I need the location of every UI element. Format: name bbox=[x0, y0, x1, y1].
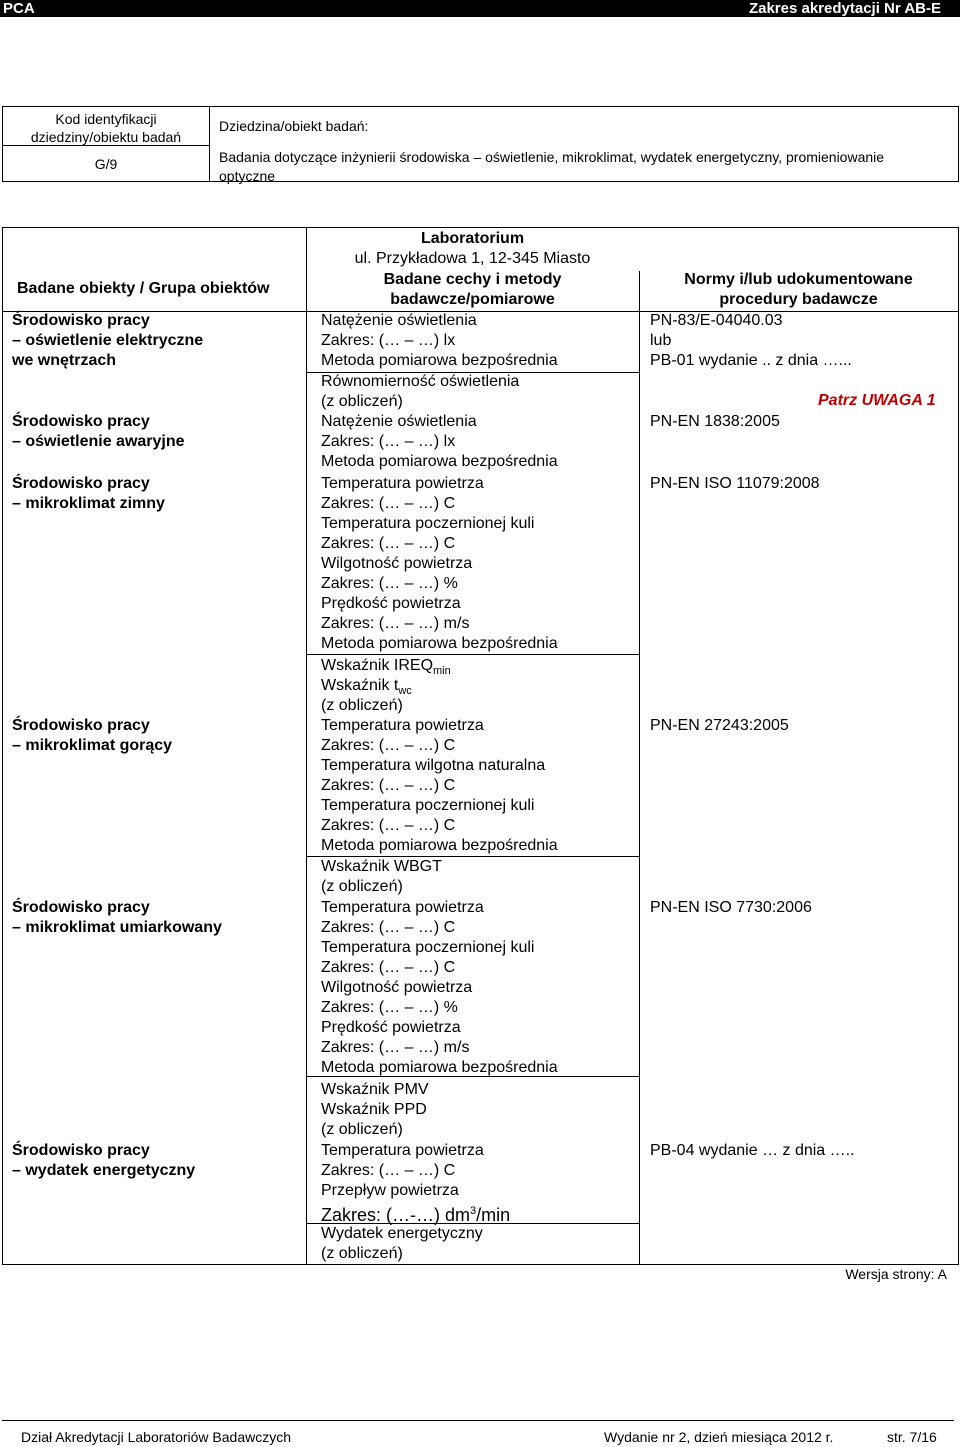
method-line: Prędkość powietrza bbox=[321, 1019, 461, 1036]
object-line: – wydatek energetyczny bbox=[12, 1162, 196, 1179]
norm-line: PN-EN ISO 11079:2008 bbox=[650, 475, 820, 492]
column-header-norms: procedury badawcze bbox=[719, 291, 878, 308]
method-line: Temperatura powietrza bbox=[321, 717, 484, 734]
norm-line: lub bbox=[650, 332, 672, 349]
method-line: Zakres: (… – …) C bbox=[321, 737, 456, 754]
method-line: Temperatura wilgotna naturalna bbox=[321, 757, 546, 774]
method-line: Metoda pomiarowa bezpośrednia bbox=[321, 1059, 558, 1076]
method-line: Zakres: (… – …) C bbox=[321, 495, 456, 512]
method-line: Wskaźnik WBGT bbox=[321, 858, 442, 875]
method-line: Natężenie oświetlenia bbox=[321, 312, 477, 329]
method-line: Temperatura powietrza bbox=[321, 475, 484, 492]
method-line: Zakres: (… – …) C bbox=[321, 817, 456, 834]
method-line: Zakres: (… – …) C bbox=[321, 535, 456, 552]
domain-description: Badania dotyczące inżynierii środowiska – oświetlenie, mikroklimat, wydatek energetyczny, promieniowanie optyczne bbox=[219, 149, 885, 184]
column-header-methods: badawcze/pomiarowe bbox=[390, 291, 555, 308]
method-line: Prędkość powietrza bbox=[321, 595, 461, 612]
divider bbox=[3, 145, 209, 146]
index-name: Wskaźnik t bbox=[321, 677, 399, 694]
method-line: (z obliczeń) bbox=[321, 1245, 403, 1262]
object-line: – oświetlenie awaryjne bbox=[12, 433, 185, 450]
object-line: Środowisko pracy bbox=[12, 899, 150, 916]
index-subscript: min bbox=[433, 665, 451, 678]
code-value: G/9 bbox=[94, 156, 118, 172]
method-line: Temperatura poczernionej kuli bbox=[321, 939, 535, 956]
object-line: Środowisko pracy bbox=[12, 1142, 150, 1159]
norm-line: PN-EN 27243:2005 bbox=[650, 717, 789, 734]
method-line: (z obliczeń) bbox=[321, 1121, 403, 1138]
method-line: Temperatura powietrza bbox=[321, 1142, 484, 1159]
method-line: Zakres: (… – …) % bbox=[321, 575, 458, 592]
header-right: Zakres akredytacji Nr AB-E bbox=[748, 0, 941, 17]
divider bbox=[306, 228, 307, 1264]
method-line: Zakres: (… – …) lx bbox=[321, 332, 456, 349]
footer-page-number: str. 7/16 bbox=[887, 1429, 937, 1445]
domain-table bbox=[2, 106, 959, 182]
norm-line: PN-EN 1838:2005 bbox=[650, 413, 780, 430]
scope-table bbox=[2, 227, 959, 1265]
domain-label: Dziedzina/obiekt badań: bbox=[219, 118, 369, 134]
divider bbox=[306, 654, 640, 655]
method-line: Wskaźnik PMV bbox=[321, 1081, 429, 1098]
method-line: (z obliczeń) bbox=[321, 697, 403, 714]
method-line: Zakres: (… – …) lx bbox=[321, 433, 456, 450]
method-line: Wskaźnik PPD bbox=[321, 1101, 427, 1118]
method-line: Zakres: (… – …) m/s bbox=[321, 1039, 470, 1056]
column-header-methods: Badane cechy i metody bbox=[383, 271, 562, 288]
method-line: Równomierność oświetlenia bbox=[321, 373, 520, 390]
range-text: Zakres: (…-…) dm bbox=[321, 1205, 471, 1225]
method-line: Przepływ powietrza bbox=[321, 1182, 459, 1199]
method-line: Metoda pomiarowa bezpośrednia bbox=[321, 837, 558, 854]
lab-address: ul. Przykładowa 1, 12-345 Miasto bbox=[354, 250, 591, 267]
norm-line: PB-04 wydanie … z dnia ….. bbox=[650, 1142, 855, 1159]
column-header-objects: Badane obiekty / Grupa obiektów bbox=[17, 280, 270, 297]
note-reference: Patrz UWAGA 1 bbox=[818, 392, 936, 409]
footer-left: Dział Akredytacji Laboratoriów Badawczych bbox=[21, 1429, 292, 1445]
method-line: (z obliczeń) bbox=[321, 878, 403, 895]
code-label: Kod identyfikacji dziedziny/obiektu badań bbox=[30, 111, 182, 145]
footer-middle: Wydanie nr 2, dzień miesiąca 2012 r. bbox=[604, 1429, 834, 1445]
method-line: Zakres: (… – …) C bbox=[321, 1162, 456, 1179]
footer-divider bbox=[2, 1420, 954, 1421]
object-line: Środowisko pracy bbox=[12, 475, 150, 492]
method-line: Zakres: (… – …) % bbox=[321, 999, 458, 1016]
range-superscript: 3 bbox=[470, 1205, 477, 1217]
method-line bbox=[321, 1201, 510, 1225]
object-line: we wnętrzach bbox=[12, 352, 117, 369]
object-line: Środowisko pracy bbox=[12, 717, 150, 734]
code-cell bbox=[3, 107, 210, 181]
method-line: Metoda pomiarowa bezpośrednia bbox=[321, 352, 558, 369]
page-version: Wersja strony: A bbox=[845, 1266, 947, 1282]
method-line: Temperatura powietrza bbox=[321, 899, 484, 916]
method-line: Wilgotność powietrza bbox=[321, 979, 473, 996]
method-line: Metoda pomiarowa bezpośrednia bbox=[321, 635, 558, 652]
object-line: – mikroklimat umiarkowany bbox=[12, 919, 222, 936]
method-line: Zakres: (… – …) C bbox=[321, 919, 456, 936]
method-line: Metoda pomiarowa bezpośrednia bbox=[321, 453, 558, 470]
method-line: Wilgotność powietrza bbox=[321, 555, 473, 572]
method-line: Zakres: (… – …) C bbox=[321, 959, 456, 976]
method-line: Zakres: (… – …) m/s bbox=[321, 615, 470, 632]
object-line: – mikroklimat gorący bbox=[12, 737, 173, 754]
method-line: (z obliczeń) bbox=[321, 393, 403, 410]
norm-line: PN-83/E-04040.03 bbox=[650, 312, 783, 329]
object-line: Środowisko pracy bbox=[12, 413, 150, 430]
header-bar bbox=[0, 0, 960, 17]
norm-line: PN-EN ISO 7730:2006 bbox=[650, 899, 812, 916]
method-line: Temperatura poczernionej kuli bbox=[321, 797, 535, 814]
method-line: Wydatek energetyczny bbox=[321, 1225, 483, 1242]
index-subscript: wc bbox=[398, 685, 412, 698]
method-line: Zakres: (… – …) C bbox=[321, 777, 456, 794]
object-line: Środowisko pracy bbox=[12, 312, 150, 329]
column-header-norms: Normy i/lub udokumentowane bbox=[684, 271, 913, 288]
object-line: – oświetlenie elektryczne bbox=[12, 332, 204, 349]
method-line: Natężenie oświetlenia bbox=[321, 413, 477, 430]
lab-name: Laboratorium bbox=[420, 230, 525, 247]
range-unit: /min bbox=[476, 1205, 511, 1225]
index-name: Wskaźnik IREQ bbox=[321, 657, 434, 674]
method-line: Temperatura poczernionej kuli bbox=[321, 515, 535, 532]
divider bbox=[639, 271, 640, 1264]
header-left: PCA bbox=[3, 0, 35, 17]
object-line: – mikroklimat zimny bbox=[12, 495, 165, 512]
norm-line: PB-01 wydanie .. z dnia …... bbox=[650, 352, 852, 369]
